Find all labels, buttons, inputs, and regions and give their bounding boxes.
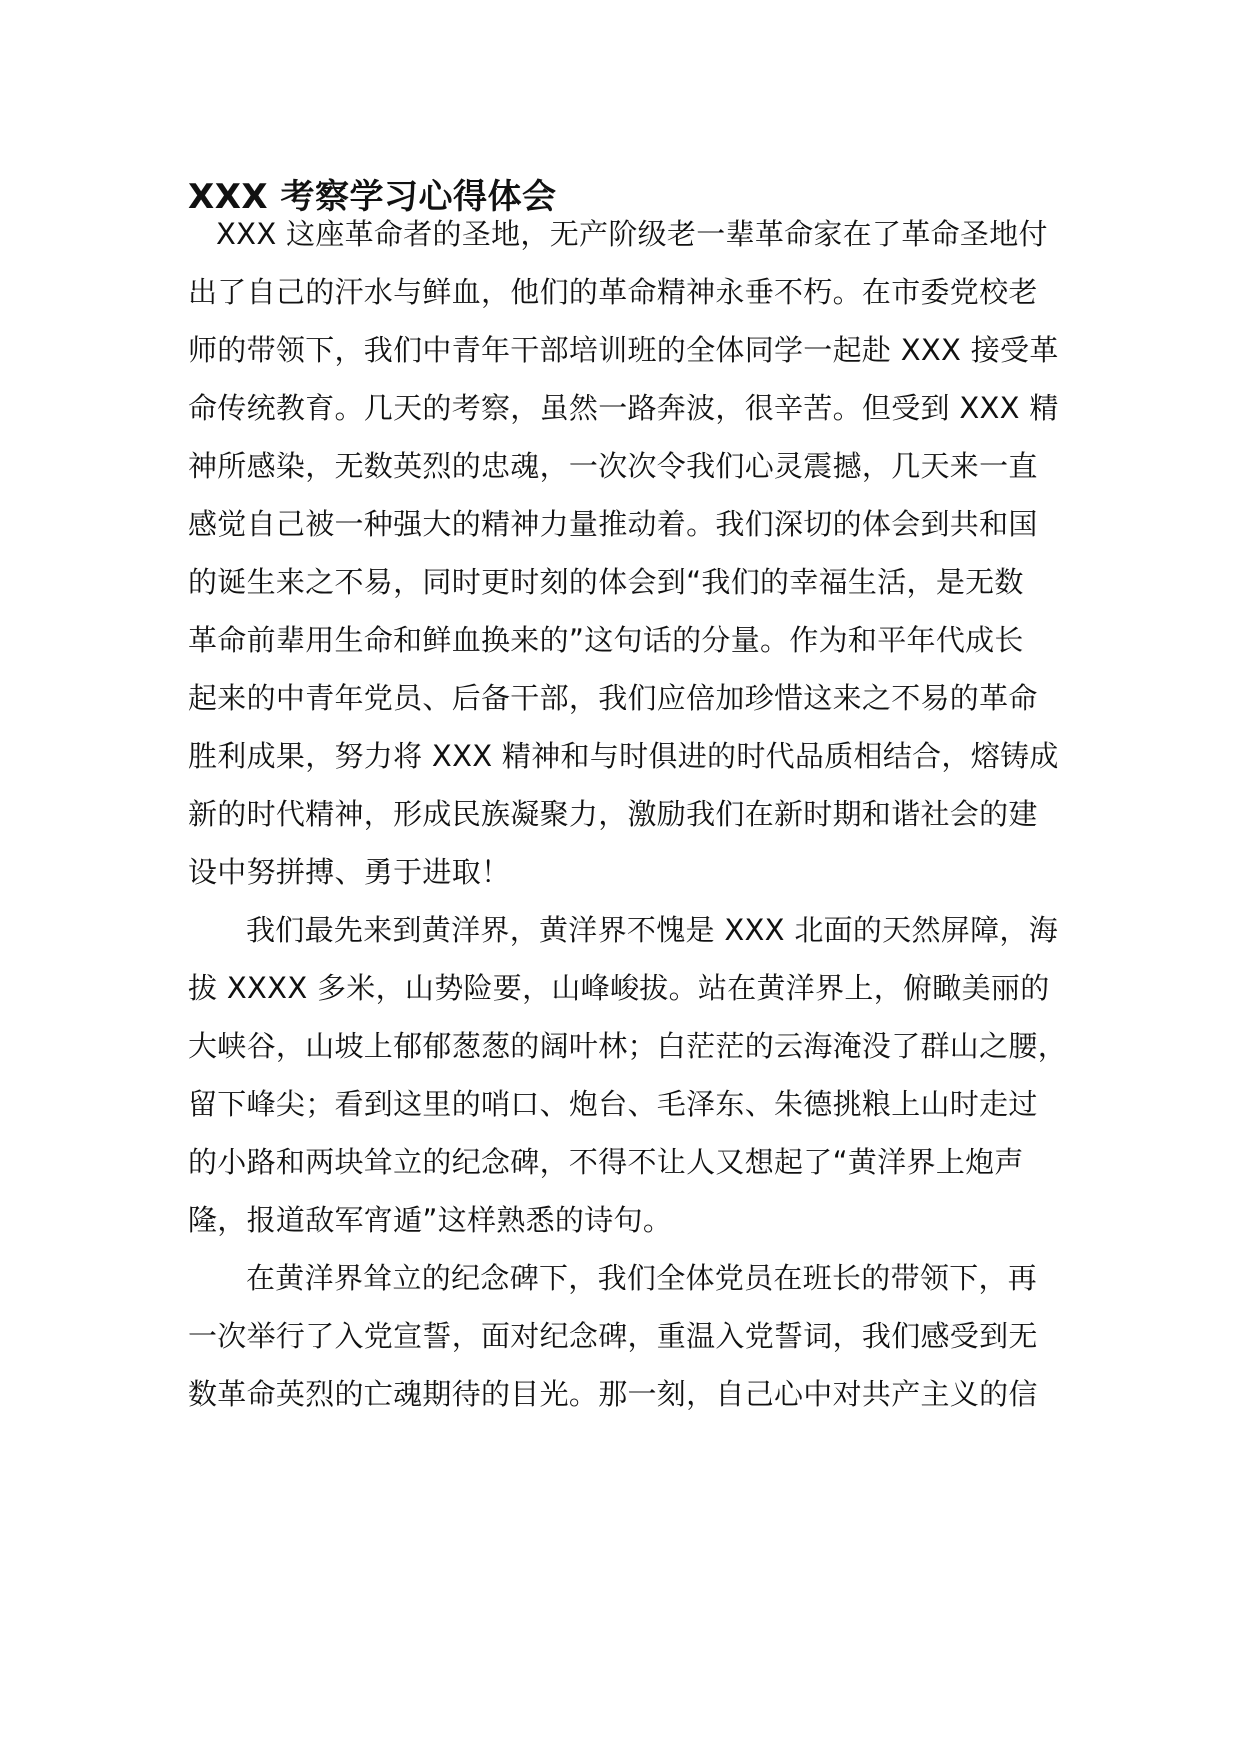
- paragraph-3-line-2: 一次举行了入党宣誓，面对纪念碑，重温入党誓词，我们感受到无: [188, 1319, 1038, 1353]
- paragraph-1-line-7: 的诞生来之不易，同时更时刻的体会到“我们的幸福生活，是无数: [188, 565, 1024, 599]
- paragraph-2-line-6: 隆，报道敌军宵遁”这样熟悉的诗句。: [188, 1203, 673, 1237]
- paragraph-1-line-11: 新的时代精神，形成民族凝聚力，激励我们在新时期和谐社会的建: [188, 797, 1038, 831]
- paragraph-1-line-1: XXX 这座革命者的圣地，无产阶级老一辈革命家在了革命圣地付: [216, 217, 1048, 251]
- paragraph-3-line-3: 数革命英烈的亡魂期待的目光。那一刻，自己心中对共产主义的信: [188, 1377, 1038, 1411]
- paragraph-1-line-6: 感觉自己被一种强大的精神力量推动着。我们深切的体会到共和国: [188, 507, 1038, 541]
- paragraph-2-line-3: 大峡谷，山坡上郁郁葱葱的阔叶林；白茫茫的云海淹没了群山之腰，: [188, 1029, 1068, 1063]
- paragraph-2-line-4: 留下峰尖；看到这里的哨口、炮台、毛泽东、朱德挑粮上山时走过: [188, 1087, 1038, 1121]
- paragraph-1-line-4: 命传统教育。几天的考察，虽然一路奔波，很辛苦。但受到 XXX 精: [188, 391, 1059, 425]
- paragraph-1-line-5: 神所感染，无数英烈的忠魂，一次次令我们心灵震撼，几天来一直: [188, 449, 1038, 483]
- paragraph-1-line-2: 出了自己的汗水与鲜血，他们的革命精神永垂不朽。在市委党校老: [188, 275, 1038, 309]
- paragraph-1-line-10: 胜利成果，努力将 XXX 精神和与时俱进的时代品质相结合，熔铸成: [188, 739, 1059, 773]
- paragraph-1-line-3: 师的带领下，我们中青年干部培训班的全体同学一起赴 XXX 接受革: [188, 333, 1059, 367]
- paragraph-2-line-1: 我们最先来到黄洋界，黄洋界不愧是 XXX 北面的天然屏障，海: [246, 913, 1059, 947]
- paragraph-1-line-9: 起来的中青年党员、后备干部，我们应倍加珍惜这来之不易的革命: [188, 681, 1038, 715]
- paragraph-2-line-2: 拔 XXXX 多米，山势险要，山峰峻拔。站在黄洋界上，俯瞰美丽的: [188, 971, 1050, 1005]
- paragraph-1-line-12: 设中努拼搏、勇于进取！: [188, 855, 511, 889]
- paragraph-3-line-1: 在黄洋界耸立的纪念碑下，我们全体党员在班长的带领下，再: [246, 1261, 1038, 1295]
- paragraph-1-line-8: 革命前辈用生命和鲜血换来的”这句话的分量。作为和平年代成长: [188, 623, 1024, 657]
- paragraph-2-line-5: 的小路和两块耸立的纪念碑，不得不让人又想起了“黄洋界上炮声: [188, 1145, 1024, 1179]
- document-title: XXX 考察学习心得体会: [188, 177, 557, 217]
